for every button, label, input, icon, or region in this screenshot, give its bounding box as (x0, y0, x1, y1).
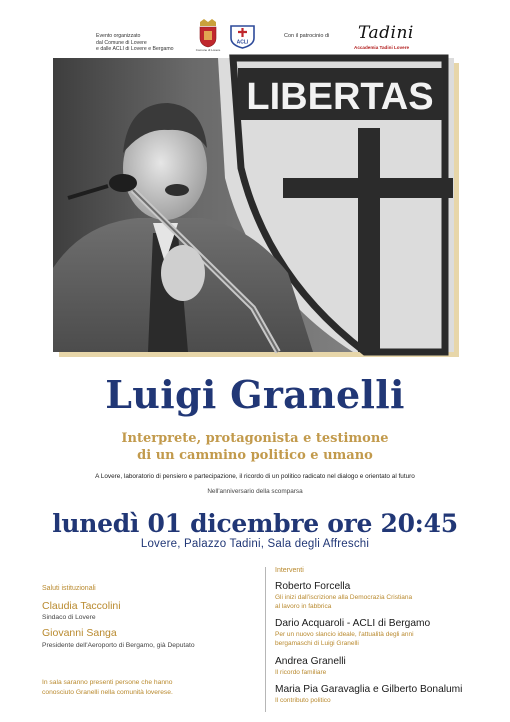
event-date-time: lunedì 01 dicembre ore 20:45 (52, 509, 458, 538)
speaker-description-line: al lavoro in fabbrica (275, 602, 332, 610)
organizer-line: e dalle ACLI di Lovere e Bergamo (96, 46, 174, 53)
acli-logo (229, 22, 256, 49)
anniversary-text: Nell'anniversario della scomparsa (207, 488, 303, 495)
speaker-description (275, 594, 495, 611)
subtitle (0, 430, 510, 464)
subtitle-line: di un cammino politico e umano (137, 448, 373, 463)
note-line: conosciuto Granelli nella comunità loverese. (42, 689, 173, 696)
speakers-label: Interventi (275, 567, 304, 574)
comune-logo-caption: Comune di Lovere (195, 48, 221, 52)
libertas-banner-text: LIBERTAS (246, 76, 434, 118)
organizer-line: Evento organizzato (96, 33, 141, 39)
speaker-name: Roberto Forcella (275, 581, 351, 592)
column-divider (265, 567, 266, 712)
acli-logo-text: ACLI (236, 39, 249, 46)
comune-di-lovere-logo (197, 18, 219, 52)
speaker-name: Dario Acquaroli - ACLI di Bergamo (275, 618, 431, 629)
organizer-text (96, 33, 174, 53)
historical-photo (53, 58, 454, 352)
speaker-description (275, 631, 495, 648)
subtitle-line: Interprete, protagonista e testimone (121, 431, 389, 446)
speaker-description (275, 697, 495, 706)
speaker-name: Maria Pia Garavaglia e Gilberto Bonalumi (275, 684, 463, 695)
attendance-note (42, 678, 252, 698)
note-line: In sala saranno presenti persone che hanno (42, 679, 173, 686)
organizer-line: dal Comune di Lovere (96, 39, 147, 46)
event-venue: Lovere, Palazzo Tadini, Sala degli Affreschi (140, 538, 370, 550)
greeting-person-role: Presidente dell'Aeroporto di Bergamo, già Deputato (42, 642, 195, 649)
patronage-label: Con il patrocinio di (284, 33, 330, 39)
speaker-description-line: Gli inizi dall'iscrizione alla Democrazia Cristiana (275, 594, 413, 601)
speaker-description-line: Il ricordo familiare (275, 669, 327, 676)
greeting-person-name: Claudia Taccolini (42, 600, 121, 612)
tadini-logo: Tadini (358, 23, 414, 43)
greeting-person-name: Giovanni Sanga (42, 627, 117, 639)
speaker-name: Andrea Granelli (275, 656, 346, 667)
tadini-caption: Accademia Tadini Lovere (354, 45, 410, 50)
greeting-person-role: Sindaco di Lovere (42, 614, 96, 621)
speaker-description-line: Il contributo politico (275, 697, 331, 704)
speaker-description (275, 669, 495, 678)
greetings-label: Saluti istituzionali (42, 585, 96, 592)
page-title: Luigi Granelli (105, 372, 405, 417)
speaker-description-line: bergamaschi di Luigi Granelli (275, 639, 359, 647)
tagline: A Lovere, laboratorio di pensiero e partecipazione, il ricordo di un politico radicato nel dialogo e orientato al futuro (95, 473, 415, 480)
photo-illustration (53, 58, 454, 352)
speaker-description-line: Per un nuovo slancio ideale, l'attualità degli anni (275, 631, 414, 638)
